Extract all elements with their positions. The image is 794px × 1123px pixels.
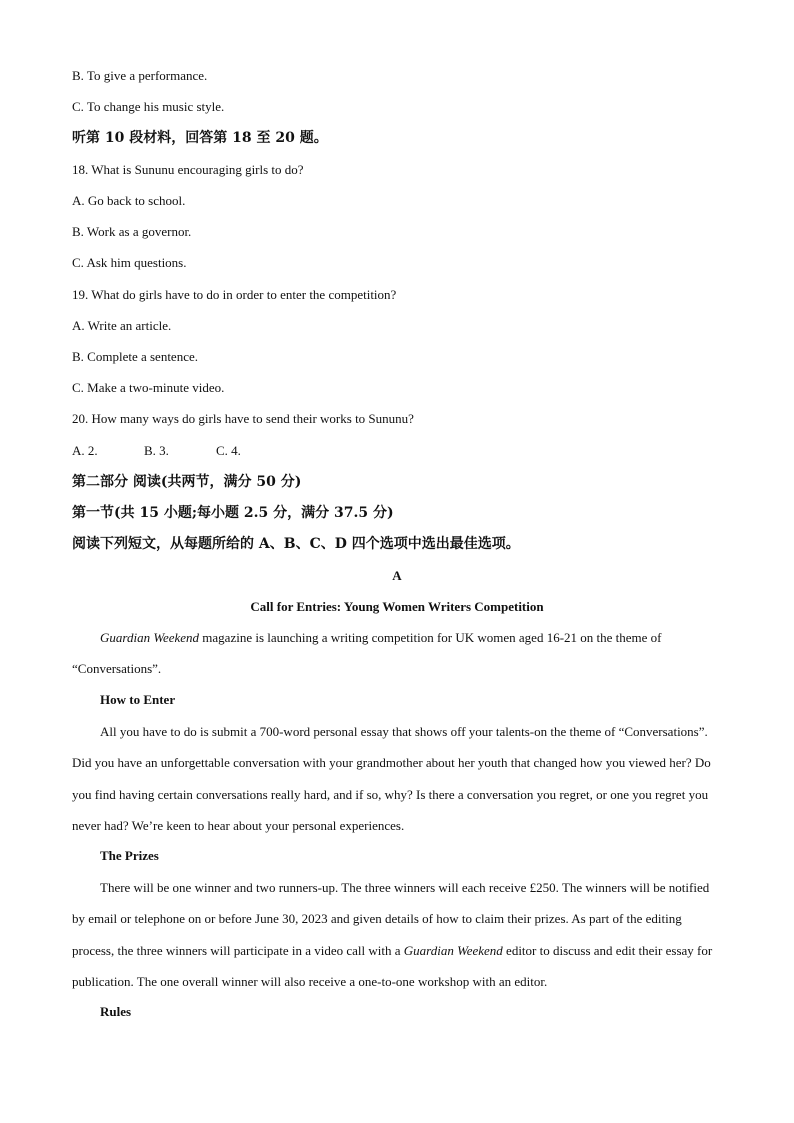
how-to-enter-heading: How to Enter xyxy=(100,692,176,707)
q20-option-a: A. 2. xyxy=(72,443,98,458)
prizes-text xyxy=(72,872,722,997)
prizes-text-2: editor to discuss and edit their essay for publication. The one overall winner will also receive a one-to-one workshop with an editor. xyxy=(72,942,713,989)
q20-options xyxy=(72,443,241,459)
part2-section1: 第一节(共 15 小题;每小题 2.5 分，满分 37.5 分) xyxy=(72,505,394,521)
q19-option-b: B. Complete a sentence. xyxy=(72,349,198,364)
q17-option-c: C. To change his music style. xyxy=(72,99,225,114)
q18-question: 18. What is Sununu encouraging girls to do? xyxy=(72,162,304,177)
q18-option-a: A. Go back to school. xyxy=(72,193,186,208)
q18-option-c: C. Ask him questions. xyxy=(72,255,187,270)
prizes-heading: The Prizes xyxy=(100,848,159,863)
section10-header: 听第 10 段材料，回答第 18 至 20 题。 xyxy=(72,130,328,146)
q17-option-b: B. To give a performance. xyxy=(72,68,208,83)
passage-label: A xyxy=(392,568,402,583)
how-to-enter-text: All you have to do is submit a 700-word personal essay that shows off your talents-on the theme of “Conversations”. Did you have an unforgettable conversation with your grandmother about her youth that changed how you viewed her? Do you find having certain conversations really hard, and if so, why? Is there a conversation you regret, or one you regret you never had? We’re keen to hear about your personal experiences. xyxy=(72,724,711,833)
passage-intro xyxy=(72,622,722,685)
q20-question: 20. How many ways do girls have to send their works to Sununu? xyxy=(72,411,414,426)
q20-option-b: B. 3. xyxy=(144,443,169,458)
rules-heading: Rules xyxy=(100,1004,132,1019)
intro-magazine-name: Guardian Weekend xyxy=(100,630,200,645)
prizes-text-1: There will be one winner and two runners-up. The three winners will each receive £250. The winners will be notified by email or telephone on or before June 30, 2023 and given details of how to claim their prizes. As part of the editing process, the three winners will participate in a video call with a xyxy=(72,880,710,958)
q20-option-c: C. 4. xyxy=(216,443,241,458)
q19-option-c: C. Make a two-minute video. xyxy=(72,380,225,395)
prizes-magazine-name: Guardian Weekend xyxy=(403,942,503,958)
q19-question: 19. What do girls have to do in order to enter the competition? xyxy=(72,287,397,302)
part2-instruction: 阅读下列短文，从每题所给的 A、B、C、D 四个选项中选出最佳选项。 xyxy=(72,536,520,552)
q18-option-b: B. Work as a governor. xyxy=(72,224,192,239)
passage-title: Call for Entries: Young Women Writers Competition xyxy=(250,599,544,614)
q19-option-a: A. Write an article. xyxy=(72,318,172,333)
intro-text: magazine is launching a writing competition for UK women aged 16-21 on the theme of “Conversations”. xyxy=(72,630,662,677)
part2-title: 第二部分 阅读(共两节，满分 50 分) xyxy=(72,474,302,490)
